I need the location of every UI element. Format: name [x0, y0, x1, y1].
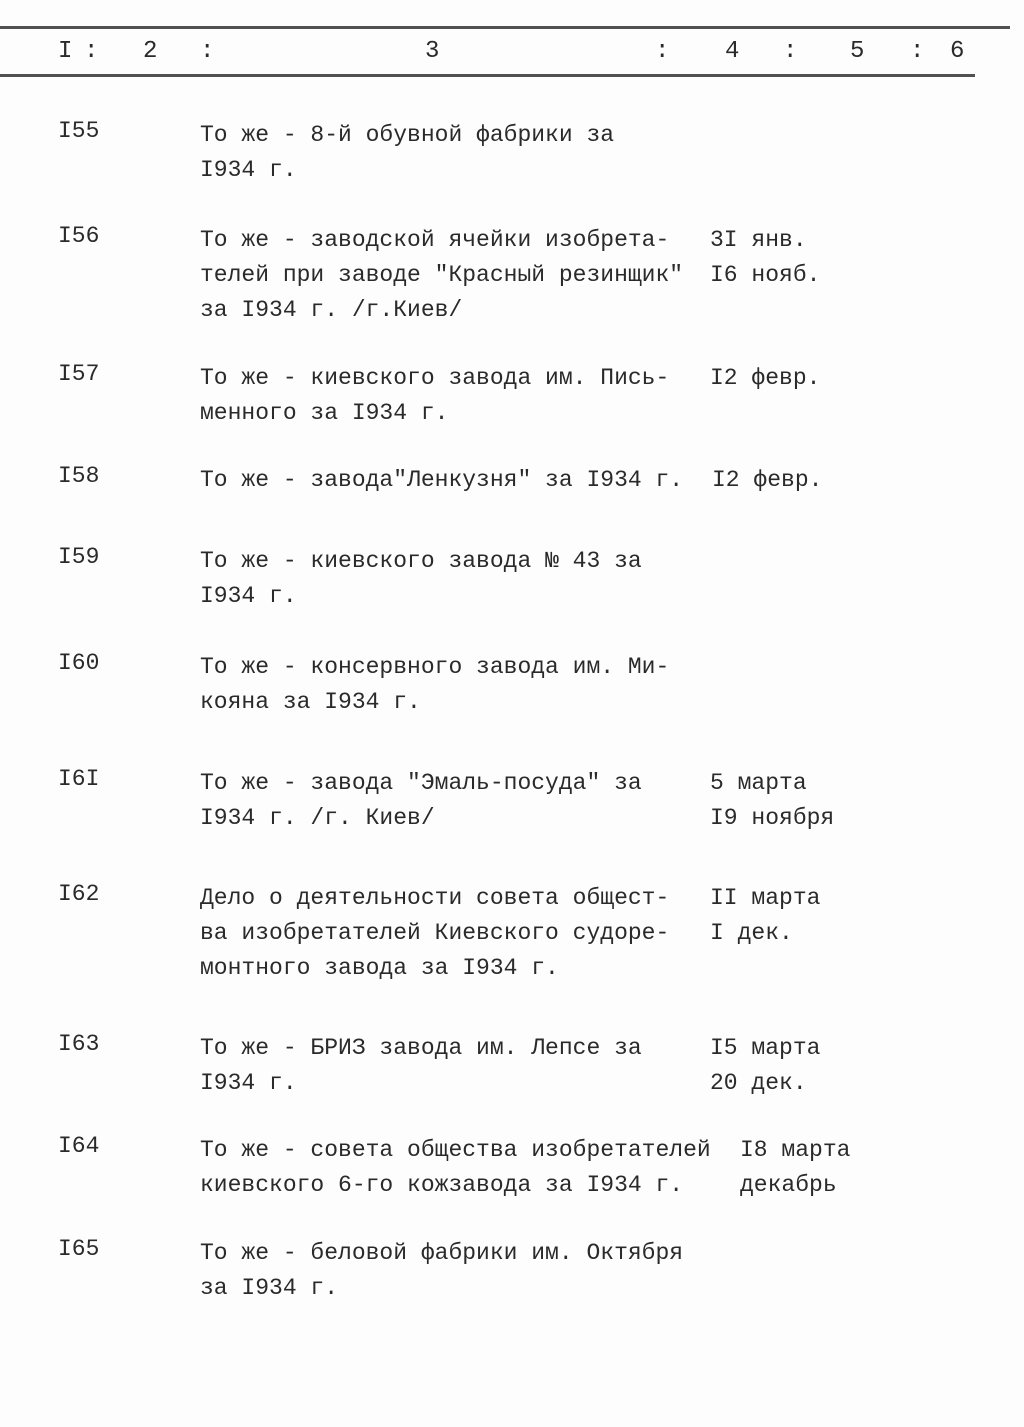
start-date: I5 марта — [710, 1035, 821, 1061]
title-line: То же - совета общества изобретателей — [200, 1137, 711, 1163]
column-separator: : — [910, 38, 925, 65]
item-dates — [710, 766, 834, 836]
column-separator: : — [200, 38, 215, 65]
item-title — [200, 1031, 642, 1101]
column-number: 6 — [950, 38, 965, 65]
item-dates — [710, 361, 820, 396]
title-line: за I934 г. /г.Киев/ — [200, 297, 463, 323]
item-number: I57 — [58, 361, 100, 387]
title-line: менного за I934 г. — [200, 400, 449, 426]
title-line: за I934 г. — [200, 1275, 339, 1301]
item-number: I63 — [58, 1031, 100, 1057]
item-number: I56 — [58, 223, 100, 249]
column-number: I — [58, 38, 73, 65]
start-date: I2 февр. — [710, 365, 821, 391]
header-top-rule — [0, 26, 1010, 29]
start-date: I2 февр. — [712, 467, 823, 493]
title-line: I934 г. — [200, 1070, 297, 1096]
header-bottom-rule — [0, 74, 975, 77]
title-line: кояна за I934 г. — [200, 689, 421, 715]
end-date: I9 ноября — [710, 805, 835, 831]
title-line: телей при заводе "Красный резинщик" — [200, 262, 684, 288]
title-line: То же - БРИЗ завода им. Лепсе за — [200, 1035, 642, 1061]
column-number: 4 — [725, 38, 740, 65]
start-date: 5 марта — [710, 770, 807, 796]
item-title — [200, 544, 642, 614]
item-dates — [740, 1133, 850, 1203]
title-line: То же - заводской ячейки изобрета- — [200, 227, 670, 253]
item-number: I59 — [58, 544, 100, 570]
column-number: 2 — [143, 38, 158, 65]
title-line: То же - завода "Эмаль-посуда" за — [200, 770, 642, 796]
item-number: I65 — [58, 1236, 100, 1262]
item-number: I62 — [58, 881, 100, 907]
end-date: I6 нояб. — [710, 262, 821, 288]
title-line: То же - киевского завода № 43 за — [200, 548, 642, 574]
end-date: 20 дек. — [710, 1070, 807, 1096]
column-number: 5 — [850, 38, 865, 65]
item-title — [200, 766, 642, 836]
item-dates — [710, 881, 820, 951]
column-number: 3 — [425, 38, 440, 65]
item-title — [200, 463, 683, 498]
title-line: I934 г. /г. Киев/ — [200, 805, 435, 831]
start-date: 3I янв. — [710, 227, 807, 253]
item-title — [200, 881, 669, 986]
item-title — [200, 118, 614, 188]
item-title — [200, 361, 669, 431]
item-number: I55 — [58, 118, 100, 144]
title-line: монтного завода за I934 г. — [200, 955, 559, 981]
column-separator: : — [84, 38, 99, 65]
title-line: То же - 8-й обувной фабрики за — [200, 122, 615, 148]
title-line: I934 г. — [200, 583, 297, 609]
item-number: I6I — [58, 766, 100, 792]
title-line: То же - беловой фабрики им. Октября — [200, 1240, 684, 1266]
title-line: То же - консервного завода им. Ми- — [200, 654, 670, 680]
item-dates — [710, 1031, 820, 1101]
title-line: киевского 6-го кожзавода за I934 г. — [200, 1172, 684, 1198]
title-line: I934 г. — [200, 157, 297, 183]
item-title — [200, 1133, 711, 1203]
start-date: II марта — [710, 885, 821, 911]
title-line: ва изобретателей Киевского судоре- — [200, 920, 670, 946]
column-separator: : — [783, 38, 798, 65]
item-dates — [712, 463, 822, 498]
item-dates — [710, 223, 820, 293]
start-date: I8 марта — [740, 1137, 851, 1163]
title-line: Дело о деятельности совета общест- — [200, 885, 670, 911]
end-date: декабрь — [740, 1172, 837, 1198]
item-title — [200, 1236, 683, 1306]
item-title — [200, 223, 683, 328]
end-date: I дек. — [710, 920, 793, 946]
title-line: То же - киевского завода им. Пись- — [200, 365, 670, 391]
item-title — [200, 650, 669, 720]
item-number: I64 — [58, 1133, 100, 1159]
title-line: То же - завода"Ленкузня" за I934 г. — [200, 467, 684, 493]
item-number: I58 — [58, 463, 100, 489]
item-number: I60 — [58, 650, 100, 676]
column-separator: : — [655, 38, 670, 65]
